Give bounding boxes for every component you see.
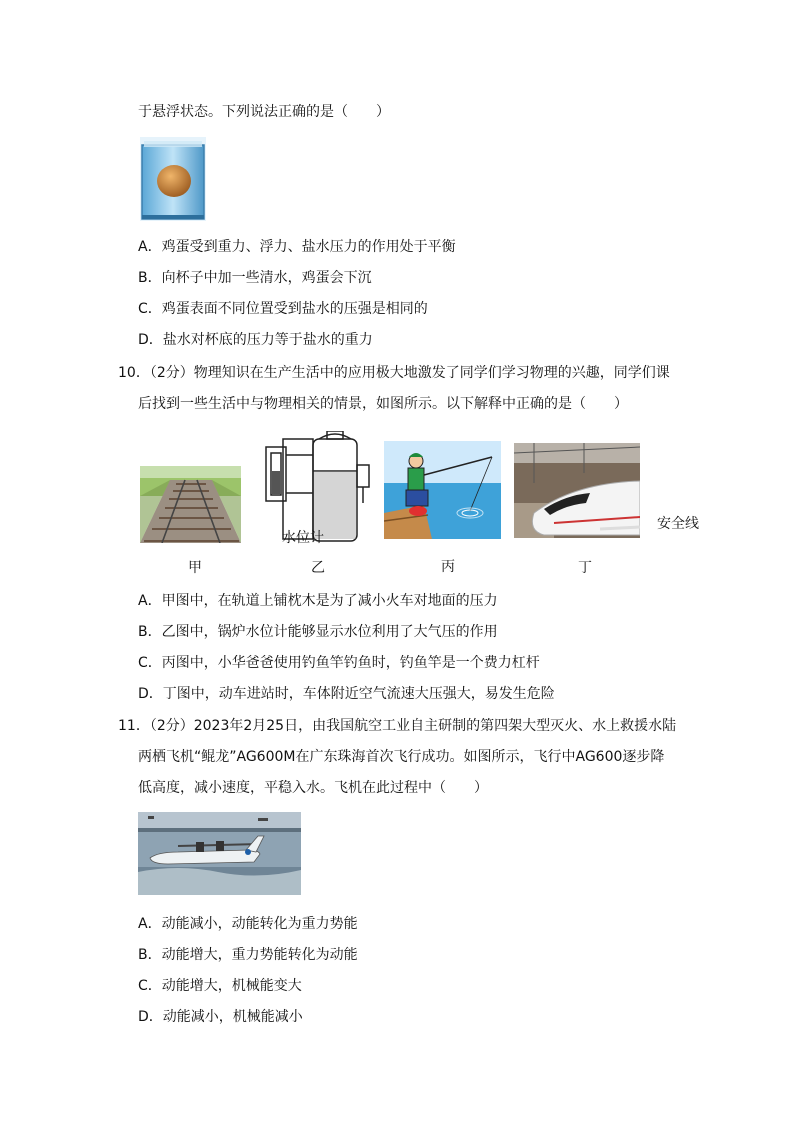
safety-line-label: 安全线 bbox=[657, 516, 699, 532]
q9-option-c: C．鸡蛋表面不同位置受到盐水的压强是相同的 bbox=[138, 301, 428, 317]
q10-stem-line-1: 10．（2分）物理知识在生产生活中的应用极大地激发了同学们学习物理的兴趣，同学们课 bbox=[118, 365, 670, 381]
q11-stem-line-2: 两栖飞机“鲲龙”AG600M在广东珠海首次飞行成功。如图所示，飞行中AG600逐步降 bbox=[138, 749, 665, 765]
q10-option-a: A．甲图中，在轨道上铺枕木是为了减小火车对地面的压力 bbox=[138, 593, 498, 609]
water-gauge-label: 水位计 bbox=[282, 530, 324, 546]
fishing-figure bbox=[384, 441, 501, 539]
caption-jia: 甲 bbox=[188, 560, 202, 576]
q11-option-c: C．动能增大，机械能变大 bbox=[138, 978, 302, 994]
q10-stem-line-2: 后找到一些生活中与物理相关的情景，如图所示。以下解释中正确的是（ ） bbox=[138, 396, 628, 412]
caption-bing: 丙 bbox=[441, 559, 455, 575]
caption-ding: 丁 bbox=[578, 560, 592, 576]
q11-option-b: B．动能增大，重力势能转化为动能 bbox=[138, 947, 358, 963]
q9-stem-continuation: 于悬浮状态。下列说法正确的是（ ） bbox=[138, 104, 390, 120]
q10-option-d: D．丁图中，动车进站时，车体附近空气流速大压强大，易发生危险 bbox=[138, 686, 555, 702]
q10-option-c: C．丙图中，小华爸爸使用钓鱼竿钓鱼时，钓鱼竿是一个费力杠杆 bbox=[138, 655, 540, 671]
caption-yi: 乙 bbox=[311, 560, 325, 576]
q9-option-a: A．鸡蛋受到重力、浮力、盐水压力的作用处于平衡 bbox=[138, 239, 456, 255]
q11-option-a: A．动能减小，动能转化为重力势能 bbox=[138, 916, 358, 932]
safety-line-pointer bbox=[610, 518, 656, 524]
q9-option-b: B．向杯子中加一些清水，鸡蛋会下沉 bbox=[138, 270, 372, 286]
amphibious-aircraft-figure bbox=[138, 812, 301, 895]
q10-option-b: B．乙图中，锅炉水位计能够显示水位利用了大气压的作用 bbox=[138, 624, 498, 640]
egg-icon bbox=[157, 165, 191, 197]
q9-option-d: D．盐水对杯底的压力等于盐水的重力 bbox=[138, 332, 373, 348]
q11-stem-line-3: 低高度，减小速度，平稳入水。飞机在此过程中（ ） bbox=[138, 780, 488, 796]
q11-stem-line-1: 11．（2分）2023年2月25日，由我国航空工业自主研制的第四架大型灭火、水上救援水陆 bbox=[118, 718, 677, 734]
egg-in-saltwater-figure bbox=[140, 137, 206, 221]
q11-option-d: D．动能减小，机械能减小 bbox=[138, 1009, 303, 1025]
railway-track-figure bbox=[140, 466, 241, 543]
